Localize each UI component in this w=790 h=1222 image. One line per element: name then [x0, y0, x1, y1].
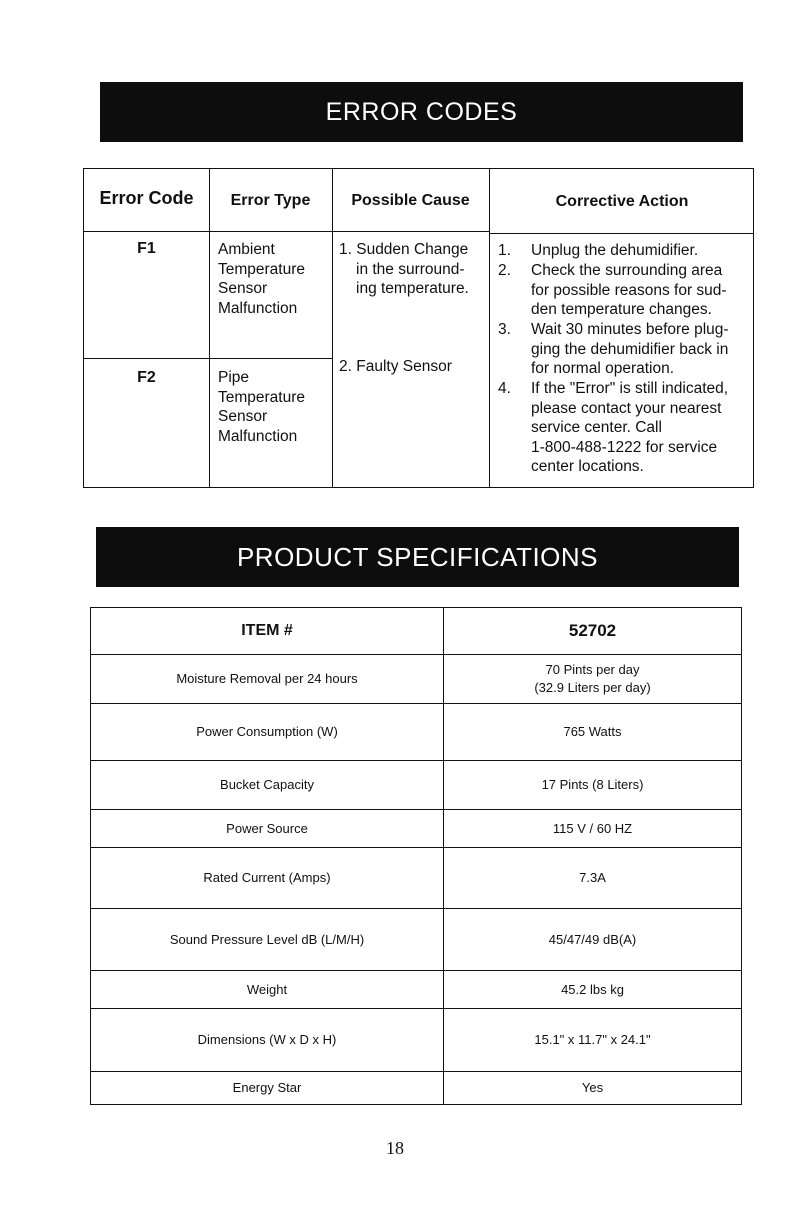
spec-label: Power Source	[91, 810, 444, 848]
text-line: ing temperature.	[356, 280, 469, 297]
header-divider	[84, 231, 489, 232]
table-header-row	[91, 608, 742, 655]
text-line: 765 Watts	[563, 724, 622, 739]
header-corrective-action: Corrective Action	[555, 193, 689, 210]
column-divider	[489, 169, 490, 487]
text-line: ging the dehumidifier back in	[531, 340, 729, 358]
text-line: 7.3A	[579, 870, 606, 885]
text-line: Ambient	[218, 241, 275, 258]
text-line: 115 V / 60 HZ	[552, 820, 633, 836]
spec-value	[444, 761, 742, 810]
text-line: Temperature	[218, 260, 306, 278]
table-row	[91, 971, 742, 1009]
table-row	[91, 655, 742, 704]
table-row	[91, 810, 742, 848]
text-line: 70 Pints per day	[545, 662, 640, 677]
text-line: 1. Sudden Change	[339, 241, 469, 258]
column-divider	[332, 169, 333, 487]
table-row	[91, 909, 742, 971]
list-number: 4.	[498, 380, 511, 397]
spec-value	[444, 655, 742, 704]
spec-label: Weight	[91, 971, 444, 1009]
spec-value	[444, 810, 742, 848]
table-row	[91, 1072, 742, 1105]
error-code-f1: F1	[137, 240, 156, 257]
spec-value	[444, 848, 742, 909]
spec-label: Energy Star	[91, 1072, 444, 1105]
text-line: (32.9 Liters per day)	[534, 680, 651, 695]
table-row	[91, 704, 742, 761]
text-line: 17 Pints (8 Liters)	[541, 777, 644, 792]
spec-value	[444, 1072, 742, 1105]
text-line: If the "Error" is still indicated,	[531, 380, 729, 397]
spec-value	[444, 1009, 742, 1072]
list-number: 1.	[498, 242, 511, 259]
text-line: Yes	[581, 1080, 604, 1095]
text-line: Check the surrounding area	[531, 262, 723, 279]
text-line: Sensor	[218, 280, 268, 297]
text-line: Temperature	[218, 388, 306, 406]
error-codes-title: ERROR CODES	[100, 82, 743, 142]
spec-label: Power Consumption (W)	[91, 704, 444, 761]
possible-cause-1	[339, 240, 469, 299]
spec-value	[444, 704, 742, 761]
text-line: please contact your nearest	[531, 399, 722, 417]
text-line: Unplug the dehumidifier.	[531, 242, 699, 259]
text-line: for normal operation.	[531, 360, 675, 377]
text-line: service center. Call	[531, 419, 662, 436]
spec-value	[444, 971, 742, 1009]
text-line: den temperature changes.	[531, 301, 712, 318]
spec-label: Dimensions (W x D x H)	[91, 1009, 444, 1072]
text-line: 15.1" x 11.7" x 24.1"	[534, 1032, 651, 1047]
header-error-type: Error Type	[230, 192, 311, 209]
spec-label: Moisture Removal per 24 hours	[91, 655, 444, 704]
text-line: 45.2 lbs kg	[561, 981, 624, 997]
spec-value	[444, 909, 742, 971]
table-row	[91, 761, 742, 810]
list-number: 2.	[498, 262, 511, 279]
page-number: 18	[386, 1138, 404, 1158]
possible-cause-2	[339, 357, 452, 377]
error-type-f1	[218, 240, 305, 318]
table-row	[91, 1009, 742, 1072]
text-line: Sensor	[218, 408, 268, 425]
text-line: Malfunction	[218, 299, 298, 317]
column-divider	[209, 169, 210, 487]
table-row	[91, 848, 742, 909]
header-divider	[489, 233, 753, 234]
header-possible-cause: Possible Cause	[351, 192, 470, 209]
spec-label: Bucket Capacity	[91, 761, 444, 810]
spec-label: Rated Current (Amps)	[91, 848, 444, 909]
error-type-f2	[218, 368, 305, 446]
list-number: 3.	[498, 321, 511, 338]
text-line: Wait 30 minutes before plug-	[531, 321, 729, 338]
product-specifications-table	[90, 607, 742, 1105]
row-divider	[84, 358, 332, 359]
text-line: Malfunction	[218, 427, 298, 445]
text-line: 2. Faulty Sensor	[339, 358, 452, 375]
spec-label: Sound Pressure Level dB (L/M/H)	[91, 909, 444, 971]
text-line: Pipe	[218, 369, 250, 386]
text-line: for possible reasons for sud-	[531, 281, 727, 299]
error-codes-table	[83, 168, 754, 488]
product-specifications-title: PRODUCT SPECIFICATIONS	[96, 527, 739, 587]
header-item: ITEM #	[91, 608, 444, 655]
header-model-number: 52702	[444, 608, 742, 655]
text-line: 1-800-488-1222 for service	[531, 438, 718, 456]
text-line: 45/47/49 dB(A)	[548, 931, 637, 947]
header-error-code: Error Code	[99, 188, 194, 208]
text-line: in the surround-	[356, 260, 465, 278]
text-line: center locations.	[531, 458, 644, 475]
error-code-f2: F2	[137, 369, 156, 386]
